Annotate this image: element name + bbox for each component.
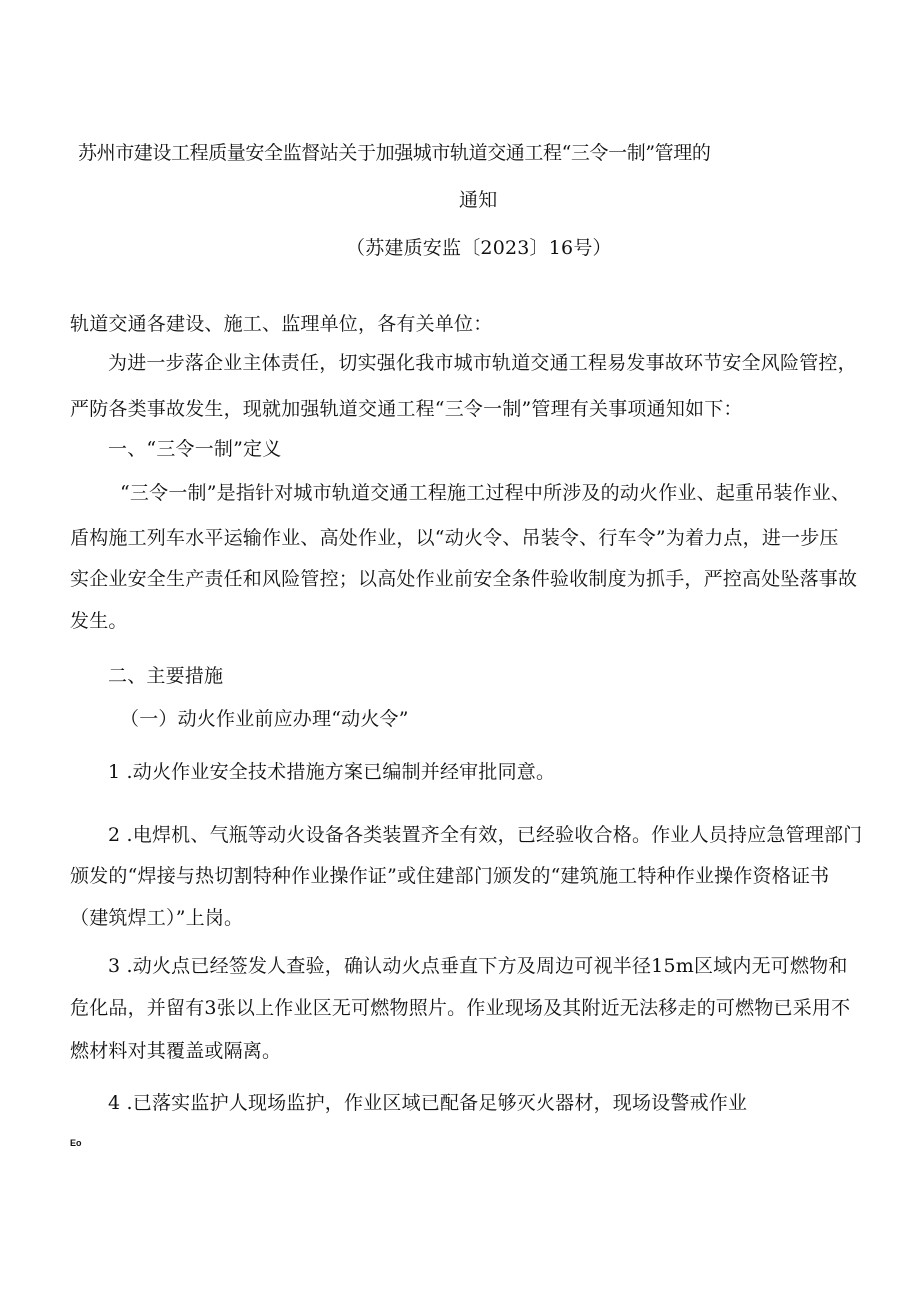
item-3-line-2: 危化品，并留有3张以上作业区无可燃物照片。作业现场及其附近无法移走的可燃物已采用不 xyxy=(70,997,851,1019)
section-1-paragraph-line-4: 发生。 xyxy=(70,610,128,632)
section-1-heading: 一、“三令一制”定义 xyxy=(108,438,282,460)
item-2-line-2: 颁发的“焊接与热切割特种作业操作证”或住建部门颁发的“建筑施工特种作业操作资格证书 xyxy=(70,865,830,887)
document-title-line-1: 苏州市建设工程质量安全监督站关于加强城市轨道交通工程“三令一制”管理的 xyxy=(78,142,711,164)
footer-mark: Eo xyxy=(70,1138,82,1148)
item-2-line-3: （建筑焊工）”上岗。 xyxy=(70,907,244,929)
item-3-line-1: 3 .动火点已经签发人查验，确认动火点垂直下方及周边可视半径15m区域内无可燃物和 xyxy=(108,955,848,977)
item-2-line-1: 2 .电焊机、气瓶等动火设备各类装置齐全有效，已经验收合格。作业人员持应急管理部门 xyxy=(108,824,863,846)
intro-paragraph-line-2: 严防各类事故发生，现就加强轨道交通工程“三令一制”管理有关事项通知如下： xyxy=(70,398,743,420)
document-title-line-2: 通知 xyxy=(459,189,498,211)
intro-paragraph-line-1: 为进一步落企业主体责任，切实强化我市城市轨道交通工程易发事故环节安全风险管控， xyxy=(108,352,857,374)
section-1-paragraph-line-2: 盾构施工列车水平运输作业、高处作业，以“动火令、吊装令、行车令”为着力点，进一步压 xyxy=(70,527,839,549)
item-1-line-1: 1 .动火作业安全技术措施方案已编制并经审批同意。 xyxy=(108,761,556,783)
section-1-paragraph-line-3: 实企业安全生产责任和风险管控；以高处作业前安全条件验收制度为抓手，严控高处坠落事故 xyxy=(70,568,858,590)
subsection-1-heading: （一）动火作业前应办理“动火令” xyxy=(120,708,409,730)
section-2-heading: 二、主要措施 xyxy=(108,665,224,687)
item-3-line-3: 燃材料对其覆盖或隔离。 xyxy=(70,1040,282,1062)
addressee: 轨道交通各建设、施工、监理单位，各有关单位： xyxy=(70,313,493,335)
item-4-line-1: 4 .已落实监护人现场监护，作业区域已配备足够灭火器材，现场设警戒作业 xyxy=(108,1092,748,1114)
section-1-paragraph-line-1: “三令一制”是指针对城市轨道交通工程施工过程中所涉及的动火作业、起重吊装作业、 xyxy=(120,482,851,504)
document-number: （苏建质安监〔2023〕16号） xyxy=(346,237,612,259)
